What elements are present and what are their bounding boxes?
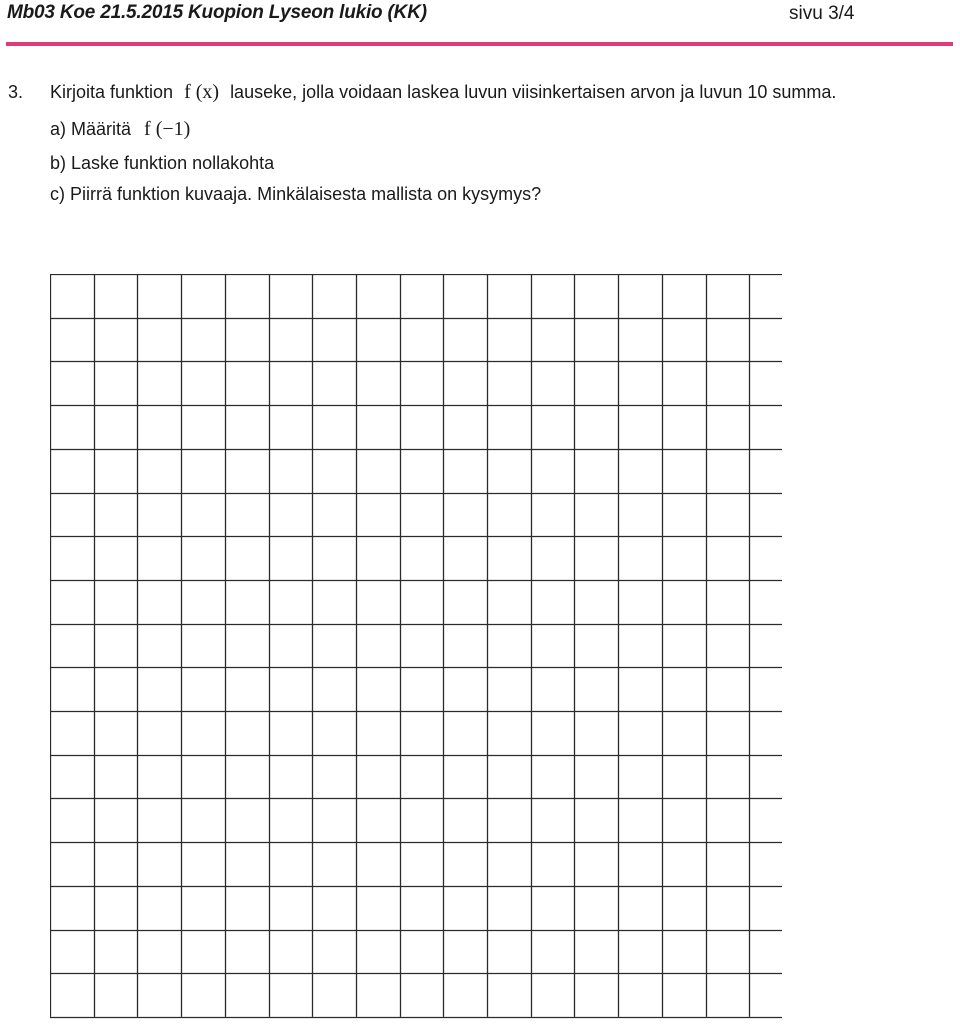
question-part-c: c) Piirrä funktion kuvaaja. Minkälaisesta mallista on kysymys? <box>50 184 542 204</box>
function-notation: f (x) <box>184 81 220 103</box>
question-intro-after: lauseke, jolla voidaan laskea luvun viisinkertaisen arvon ja luvun 10 summa. <box>230 82 837 102</box>
question-part-b: b) Laske funktion nollakohta <box>50 153 275 173</box>
question-part-a <box>50 118 190 141</box>
graph-paper-grid <box>50 274 782 1024</box>
question-number: 3. <box>8 82 24 102</box>
question-intro <box>50 81 836 104</box>
header-divider <box>6 42 953 46</box>
part-a-label: a) Määritä <box>50 119 132 139</box>
part-a-expression: f (−1) <box>144 118 191 140</box>
question-intro-before: Kirjoita funktion <box>50 82 174 102</box>
document-header-title: Mb03 Koe 21.5.2015 Kuopion Lyseon lukio (KK) <box>7 2 427 23</box>
page-number: sivu 3/4 <box>789 3 855 24</box>
